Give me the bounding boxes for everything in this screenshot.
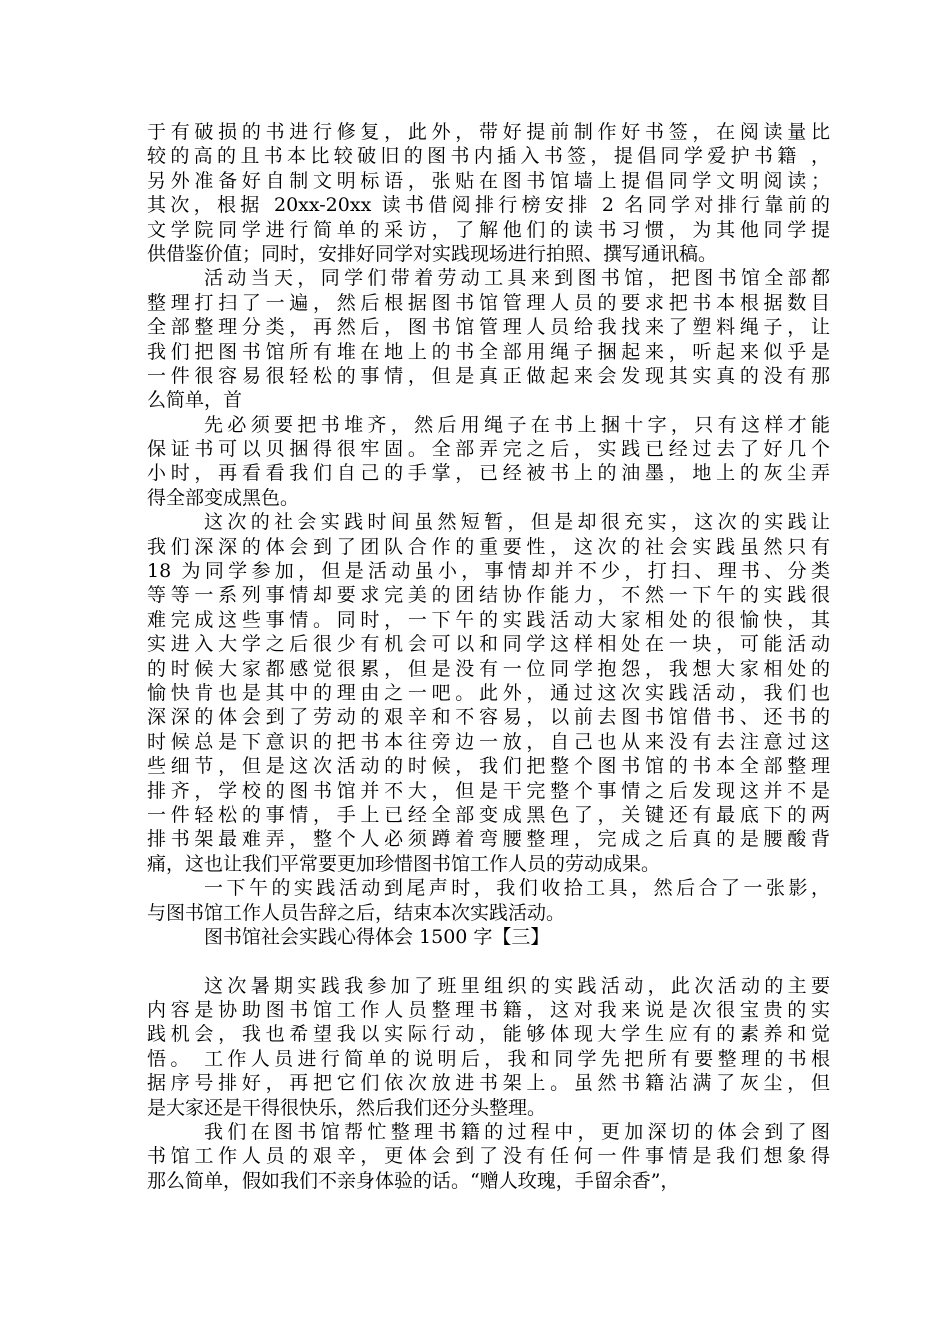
text-line: 文学院同学进行简单的采访，了解他们的读书习惯，为其他同学提	[147, 218, 830, 241]
text-line: 小时，再看看我们自己的手掌，已经被书上的油墨，地上的灰尘弄	[147, 462, 830, 485]
text-line: 的时候大家都感觉很累，但是没有一位同学抱怨，我想大家相处的	[147, 657, 830, 680]
text-line: 些细节，但是这次活动的时候，我们把整个图书馆的书本全部整理	[147, 755, 830, 778]
paragraph	[147, 120, 830, 266]
text-line: 供借鉴价值；同时，安排好同学对实践现场进行拍照、撰写通讯稿。	[147, 242, 718, 265]
text-line: 整理打扫了一遍，然后根据图书馆管理人员的要求把书本根据数目	[147, 291, 830, 314]
text-line: 这次暑期实践我参加了班里组织的实践活动，此次活动的主要	[204, 974, 830, 997]
text-line: 痛，这也让我们平常要更加珍惜图书馆工作人员的劳动成果。	[147, 852, 661, 875]
paragraph	[147, 876, 830, 925]
text-line: 图书馆社会实践心得体会 1500 字【三】	[204, 925, 550, 948]
text-line: 18 为同学参加，但是活动虽小，事情却并不少，打扫、理书、分类	[147, 560, 830, 583]
text-line: 全部整理分类，再然后，图书馆管理人员给我找来了塑料绳子，让	[147, 316, 830, 339]
text-line: 悟。 工作人员进行简单的说明后，我和同学先把所有要整理的书根	[147, 1047, 830, 1070]
text-line: 我们在图书馆帮忙整理书籍的过程中，更加深切的体会到了图	[204, 1121, 830, 1144]
text-line: 深深的体会到了劳动的艰辛和不容易，以前去图书馆借书、还书的	[147, 706, 830, 729]
text-line: 一件轻松的事情，手上已经全部变成黑色了，关键还有最底下的两	[147, 803, 830, 826]
text-line: 于有破损的书进行修复，此外，带好提前制作好书签，在阅读量比	[147, 121, 830, 143]
text-line: 较的高的且书本比较破旧的图书内插入书签，提倡同学爱护书籍 ，	[147, 145, 830, 168]
text-line: 践机会，我也希望我以实际行动，能够体现大学生应有的素养和觉	[147, 1023, 830, 1046]
text-line: 得全部变成黑色。	[147, 486, 300, 509]
text-line: 这次的社会实践时间虽然短暂，但是却很充实，这次的实践让	[204, 511, 830, 534]
paragraph	[147, 1120, 830, 1193]
text-line: 难完成这些事情。同时，一下午的实践活动大家相处的很愉快，其	[147, 608, 830, 631]
text-line: 先必须要把书堆齐，然后用绳子在书上捆十字，只有这样才能	[204, 413, 830, 436]
text-line: 实进入大学之后很少有机会可以和同学这样相处在一块，可能活动	[147, 633, 830, 656]
text-line: 等等一系列事情却要求完美的团结协作能力，不然一下午的实践很	[147, 584, 830, 607]
section-heading	[147, 925, 830, 949]
text-line: 与图书馆工作人员告辞之后，结束本次实践活动。	[147, 901, 566, 924]
text-line: 我们把图书馆所有堆在地上的书全部用绳子捆起来，听起来似乎是	[147, 340, 830, 363]
text-line: 是大家还是干得很快乐，然后我们还分头整理。	[147, 1096, 547, 1119]
text-line: 愉快肯也是其中的理由之一吧。此外，通过这次实践活动，我们也	[147, 681, 830, 704]
paragraph	[147, 266, 830, 412]
text-line: 那么简单，假如我们不亲身体验的话。“赠人玫瑰，手留余香”，	[147, 1169, 680, 1192]
paragraph	[147, 510, 830, 876]
text-line: 另外准备好自制文明标语，张贴在图书馆墙上提倡同学文明阅读；	[147, 169, 830, 192]
text-line: 我们深深的体会到了团队合作的重要性，这次的社会实践虽然只有	[147, 535, 830, 558]
text-line: 其次，根据 20xx-20xx 读书借阅排行榜安排 2 名同学对排行靠前的	[147, 194, 830, 217]
text-line: 保证书可以贝捆得很牢固。全部弄完之后，实践已经过去了好几个	[147, 438, 830, 461]
text-line: 么简单，首	[147, 389, 243, 412]
text-line: 时候总是下意识的把书本往旁边一放，自己也从来没有去注意过这	[147, 730, 830, 753]
paragraph	[147, 413, 830, 511]
document-body	[147, 120, 830, 1193]
text-line: 据序号排好，再把它们依次放进书架上。虽然书籍沾满了灰尘，但	[147, 1072, 830, 1095]
text-line: 活动当天，同学们带着劳动工具来到图书馆，把图书馆全部都	[204, 267, 830, 290]
blank-line	[147, 949, 830, 973]
paragraph	[147, 974, 830, 1120]
text-line: 内容是协助图书馆工作人员整理书籍，这对我来说是次很宝贵的实	[147, 999, 830, 1022]
text-line: 排书架最难弄，整个人必须蹲着弯腰整理，完成之后真的是腰酸背	[147, 828, 830, 851]
text-line: 排齐，学校的图书馆并不大，但是干完整个事情之后发现这并不是	[147, 779, 830, 802]
text-line: 书馆工作人员的艰辛，更体会到了没有任何一件事情是我们想象得	[147, 1145, 830, 1168]
text-line: 一件很容易很轻松的事情，但是真正做起来会发现其实真的没有那	[147, 364, 830, 387]
text-line: 一下午的实践活动到尾声时，我们收拾工具，然后合了一张影，	[204, 877, 830, 900]
